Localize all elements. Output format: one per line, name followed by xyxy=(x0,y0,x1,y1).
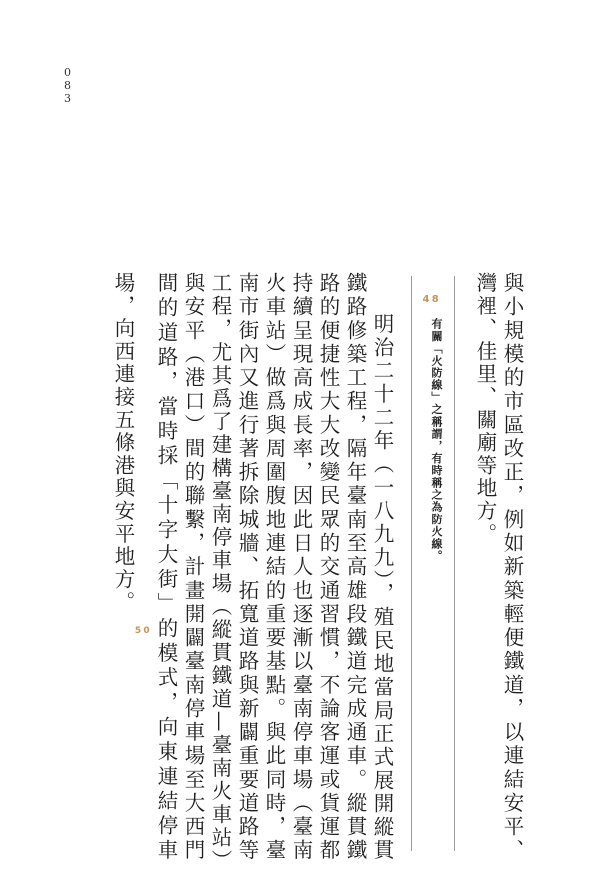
main-text-column xyxy=(94,272,525,862)
paragraph-continuation: 與小規模的市區改正，例如新築輕便鐵道，以連結安平、灣裡、佳里、關廟等地方。 xyxy=(473,272,524,862)
footnote-rule-right xyxy=(454,276,455,851)
footnote-block xyxy=(411,272,455,862)
paragraph-railway xyxy=(94,272,395,862)
page-number: 083 xyxy=(61,66,74,105)
footnote-rule-left xyxy=(411,276,412,851)
footnote-number: 48 xyxy=(422,294,441,305)
footnote-marker: 50 xyxy=(134,626,152,636)
footnote-text: 有關「火防線」之稱謂，有時稱之為防火線。 xyxy=(430,318,443,562)
paragraph-railway-text: 明治二十二年（一八九九），殖民地當局正式展開縱貫鐵路修築工程，隔年臺南至高雄段鐵道完成通車。縱貫鐵路的便捷性大大改變民眾的交通習慣，不論客運或貨運都持續呈現高成長率，因此日人也逐漸以臺南停車場（臺南火車站）做爲與周圍腹地連結的重要基點。與此同時，臺南市街內又進行著拆除城牆、拓寬道路與新闢重要道路等工程，尤其爲了建構臺南停車場（縱貫鐵道—臺南火車站）與安平（港口）間的聯繫，計畫開闢臺南停車場至大西門間的道路，當時採「十字大街」的模式，向東連結停車場，向西連接五條港與安平地方。 xyxy=(110,272,394,862)
